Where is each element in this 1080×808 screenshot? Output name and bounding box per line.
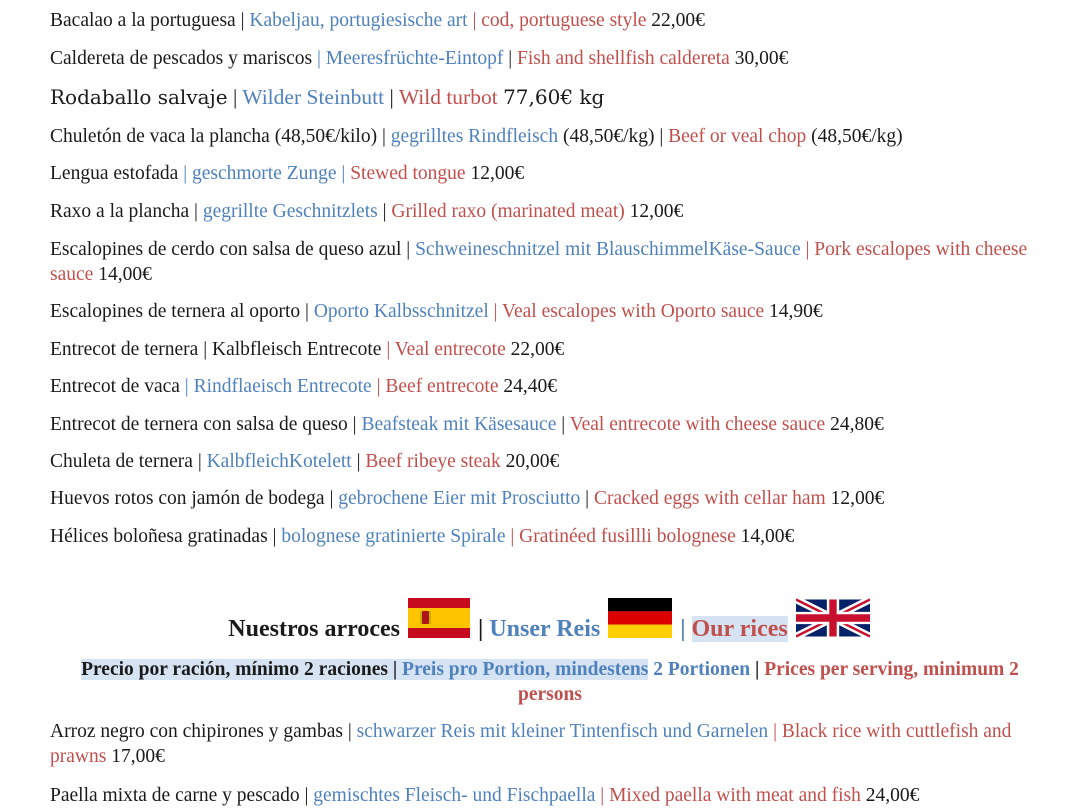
item-price: 17,00€ <box>111 746 165 767</box>
rices-heading-de: Unser Reis <box>489 616 601 642</box>
item-price: 20,00€ <box>505 451 560 472</box>
item-price: 22,00€ <box>651 10 705 31</box>
item-name-de: Oporto Kalbsschnitzel <box>313 301 489 322</box>
menu-item <box>50 719 1050 769</box>
menu-item <box>50 199 683 224</box>
separator: | <box>197 451 202 472</box>
item-name-es: Entrecot de ternera con salsa de queso <box>50 414 348 435</box>
separator: | <box>406 239 411 260</box>
menu-item <box>50 783 919 808</box>
menu-item <box>50 412 884 437</box>
uk-flag-icon <box>796 598 870 651</box>
menu-item <box>50 85 604 110</box>
item-name-de: KalbfleichKotelett <box>206 451 352 472</box>
separator: | <box>389 85 394 109</box>
item-name-de: Schweineschnitzel mit BlauschimmelKäse-Sauce <box>415 239 801 260</box>
item-name-de: schwarzer Reis mit kleiner Tintenfisch und Garnelen <box>356 721 769 742</box>
rices-subheading <box>50 657 1050 707</box>
item-name-de: gegrilltes Rindfleisch <box>390 126 559 147</box>
item-name-de: gemischtes Fleisch- und Fischpaella <box>313 785 596 806</box>
item-name-es: Entrecot de ternera <box>50 339 199 360</box>
menu-item <box>50 237 1050 287</box>
item-name-en: Beef or veal chop <box>668 126 807 147</box>
separator: | <box>600 785 605 806</box>
germany-flag-icon <box>608 598 672 651</box>
item-price: 14,00€ <box>740 526 795 547</box>
separator: | <box>272 526 277 547</box>
item-name-de: Beafsteak mit Käsesauce <box>361 414 557 435</box>
menu-item <box>50 374 557 399</box>
item-name-en: Veal escalopes with Oporto sauce <box>502 301 765 322</box>
separator: | <box>659 126 664 147</box>
item-name-en: Beef entrecote <box>385 376 499 397</box>
item-name-es: Lengua estofada <box>50 163 179 184</box>
item-name-en: Wild turbot <box>398 85 498 109</box>
item-name-es: Escalopines de cerdo con salsa de queso azul <box>50 239 402 260</box>
item-price: 12,00€ <box>470 163 525 184</box>
separator: | <box>386 339 391 360</box>
rices-heading <box>50 598 1050 651</box>
menu-item <box>50 449 559 474</box>
separator: | <box>305 301 309 322</box>
item-name-de: Wilder Steinbutt <box>242 85 385 109</box>
item-price: 24,40€ <box>503 376 558 397</box>
item-name-de: Rindflaeisch Entrecote <box>193 376 372 397</box>
item-name-en: Pork escalopes with cheese sauce <box>50 239 1028 285</box>
separator: | <box>585 488 590 509</box>
item-name-en: Cracked eggs with cellar ham <box>593 488 826 509</box>
rices-heading-es: Nuestros arroces <box>228 616 401 642</box>
item-name-es: Escalopines de ternera al oporto <box>50 301 301 322</box>
item-name-es: Raxo a la plancha <box>50 201 190 222</box>
separator: | <box>347 721 352 742</box>
item-name-de: bolognese gratinierte Spirale <box>281 526 506 547</box>
menu-item <box>50 299 823 324</box>
item-name-en: Gratinéed fusillli bolognese <box>519 526 736 547</box>
item-name-es: Chuletón de vaca la plancha (48,50€/kilo) <box>50 126 378 147</box>
spain-flag-icon <box>408 598 470 651</box>
item-price: 12,00€ <box>629 201 684 222</box>
menu-item <box>50 161 524 186</box>
separator: | <box>493 301 498 322</box>
separator: | <box>805 239 810 260</box>
menu-item <box>50 124 903 149</box>
item-name-en: Black rice with cuttlefish and prawns <box>50 721 1012 767</box>
separator: | <box>755 659 760 680</box>
menu-item <box>50 8 705 33</box>
rices-heading-en: Our rices <box>691 616 788 642</box>
item-price: 22,00€ <box>510 339 565 360</box>
rices-sub-en: Prices per serving, minimum 2 persons <box>518 659 1019 705</box>
separator: | <box>381 126 386 147</box>
item-name-de: gebrochene Eier mit Prosciutto <box>338 488 581 509</box>
item-name-es: Huevos rotos con jamón de bodega <box>50 488 325 509</box>
menu-item <box>50 337 564 362</box>
rices-sub-es: Precio por ración, mínimo 2 raciones <box>81 659 388 680</box>
menu-item <box>50 46 788 71</box>
item-price: 77,60€ kg <box>503 85 605 109</box>
separator: | <box>352 414 357 435</box>
separator: | <box>478 616 484 642</box>
item-name-en: Veal entrecote <box>394 339 506 360</box>
item-price: 14,00€ <box>98 264 152 285</box>
item-name-es: Paella mixta de carne y pescado <box>50 785 300 806</box>
item-name-de: geschmorte Zunge <box>191 163 337 184</box>
separator: | <box>232 85 238 109</box>
item-name-de: Kabeljau, portugiesische art <box>249 10 468 31</box>
item-name-es: Caldereta de pescados y mariscos <box>50 48 313 69</box>
separator: | <box>356 451 361 472</box>
item-price: 30,00€ <box>734 48 789 69</box>
item-price: 14,90€ <box>769 301 823 322</box>
item-name-de: gegrillte Geschnitzlets <box>202 201 378 222</box>
item-name-es: Bacalao a la portuguesa <box>50 10 236 31</box>
item-name-de-suffix: (48,50€/kg) <box>562 126 655 147</box>
item-name-en: Stewed tongue <box>350 163 466 184</box>
separator: | <box>184 376 189 397</box>
item-name-en: cod, portuguese style <box>481 10 647 31</box>
separator: | <box>376 376 381 397</box>
separator: | <box>341 163 346 184</box>
item-name-en: Mixed paella with meat and fish <box>609 785 861 806</box>
item-name-es: Hélices boloñesa gratinadas <box>50 526 268 547</box>
separator: | <box>510 526 515 547</box>
rices-sub-de: Preis pro Portion, mindestens <box>402 659 649 680</box>
item-name-es: Entrecot de vaca <box>50 376 180 397</box>
item-price: (48,50€/kg) <box>811 126 903 147</box>
item-name-en: Beef ribeye steak <box>365 451 501 472</box>
separator: | <box>194 201 198 222</box>
rices-sub-de-rest: 2 Portionen <box>653 659 751 680</box>
separator: | <box>329 488 334 509</box>
separator: | <box>203 339 208 360</box>
item-name-es: Rodaballo salvaje <box>50 85 228 109</box>
menu-item <box>50 524 794 549</box>
separator: | <box>304 785 309 806</box>
item-price: 12,00€ <box>830 488 885 509</box>
separator: | <box>472 10 477 31</box>
item-name-en: Grilled raxo (marinated meat) <box>391 201 625 222</box>
item-name-en: Fish and shellfish caldereta <box>516 48 730 69</box>
item-price: 24,80€ <box>830 414 884 435</box>
separator: | <box>561 414 566 435</box>
separator: | <box>680 616 686 642</box>
item-price: 24,00€ <box>865 785 920 806</box>
separator: | <box>392 659 398 680</box>
separator: | <box>183 163 188 184</box>
item-name-de: Meeresfrüchte-Eintopf <box>325 48 504 69</box>
separator: | <box>240 10 245 31</box>
item-name-es: Arroz negro con chipirones y gambas <box>50 721 343 742</box>
item-name-en: Veal entrecote with cheese sauce <box>569 414 826 435</box>
separator: | <box>508 48 513 69</box>
separator: | <box>773 721 777 742</box>
item-name-es: Chuleta de ternera <box>50 451 193 472</box>
separator: | <box>316 48 321 69</box>
item-name-de: Kalbfleisch Entrecote <box>211 339 382 360</box>
menu-item <box>50 486 884 511</box>
separator: | <box>382 201 387 222</box>
